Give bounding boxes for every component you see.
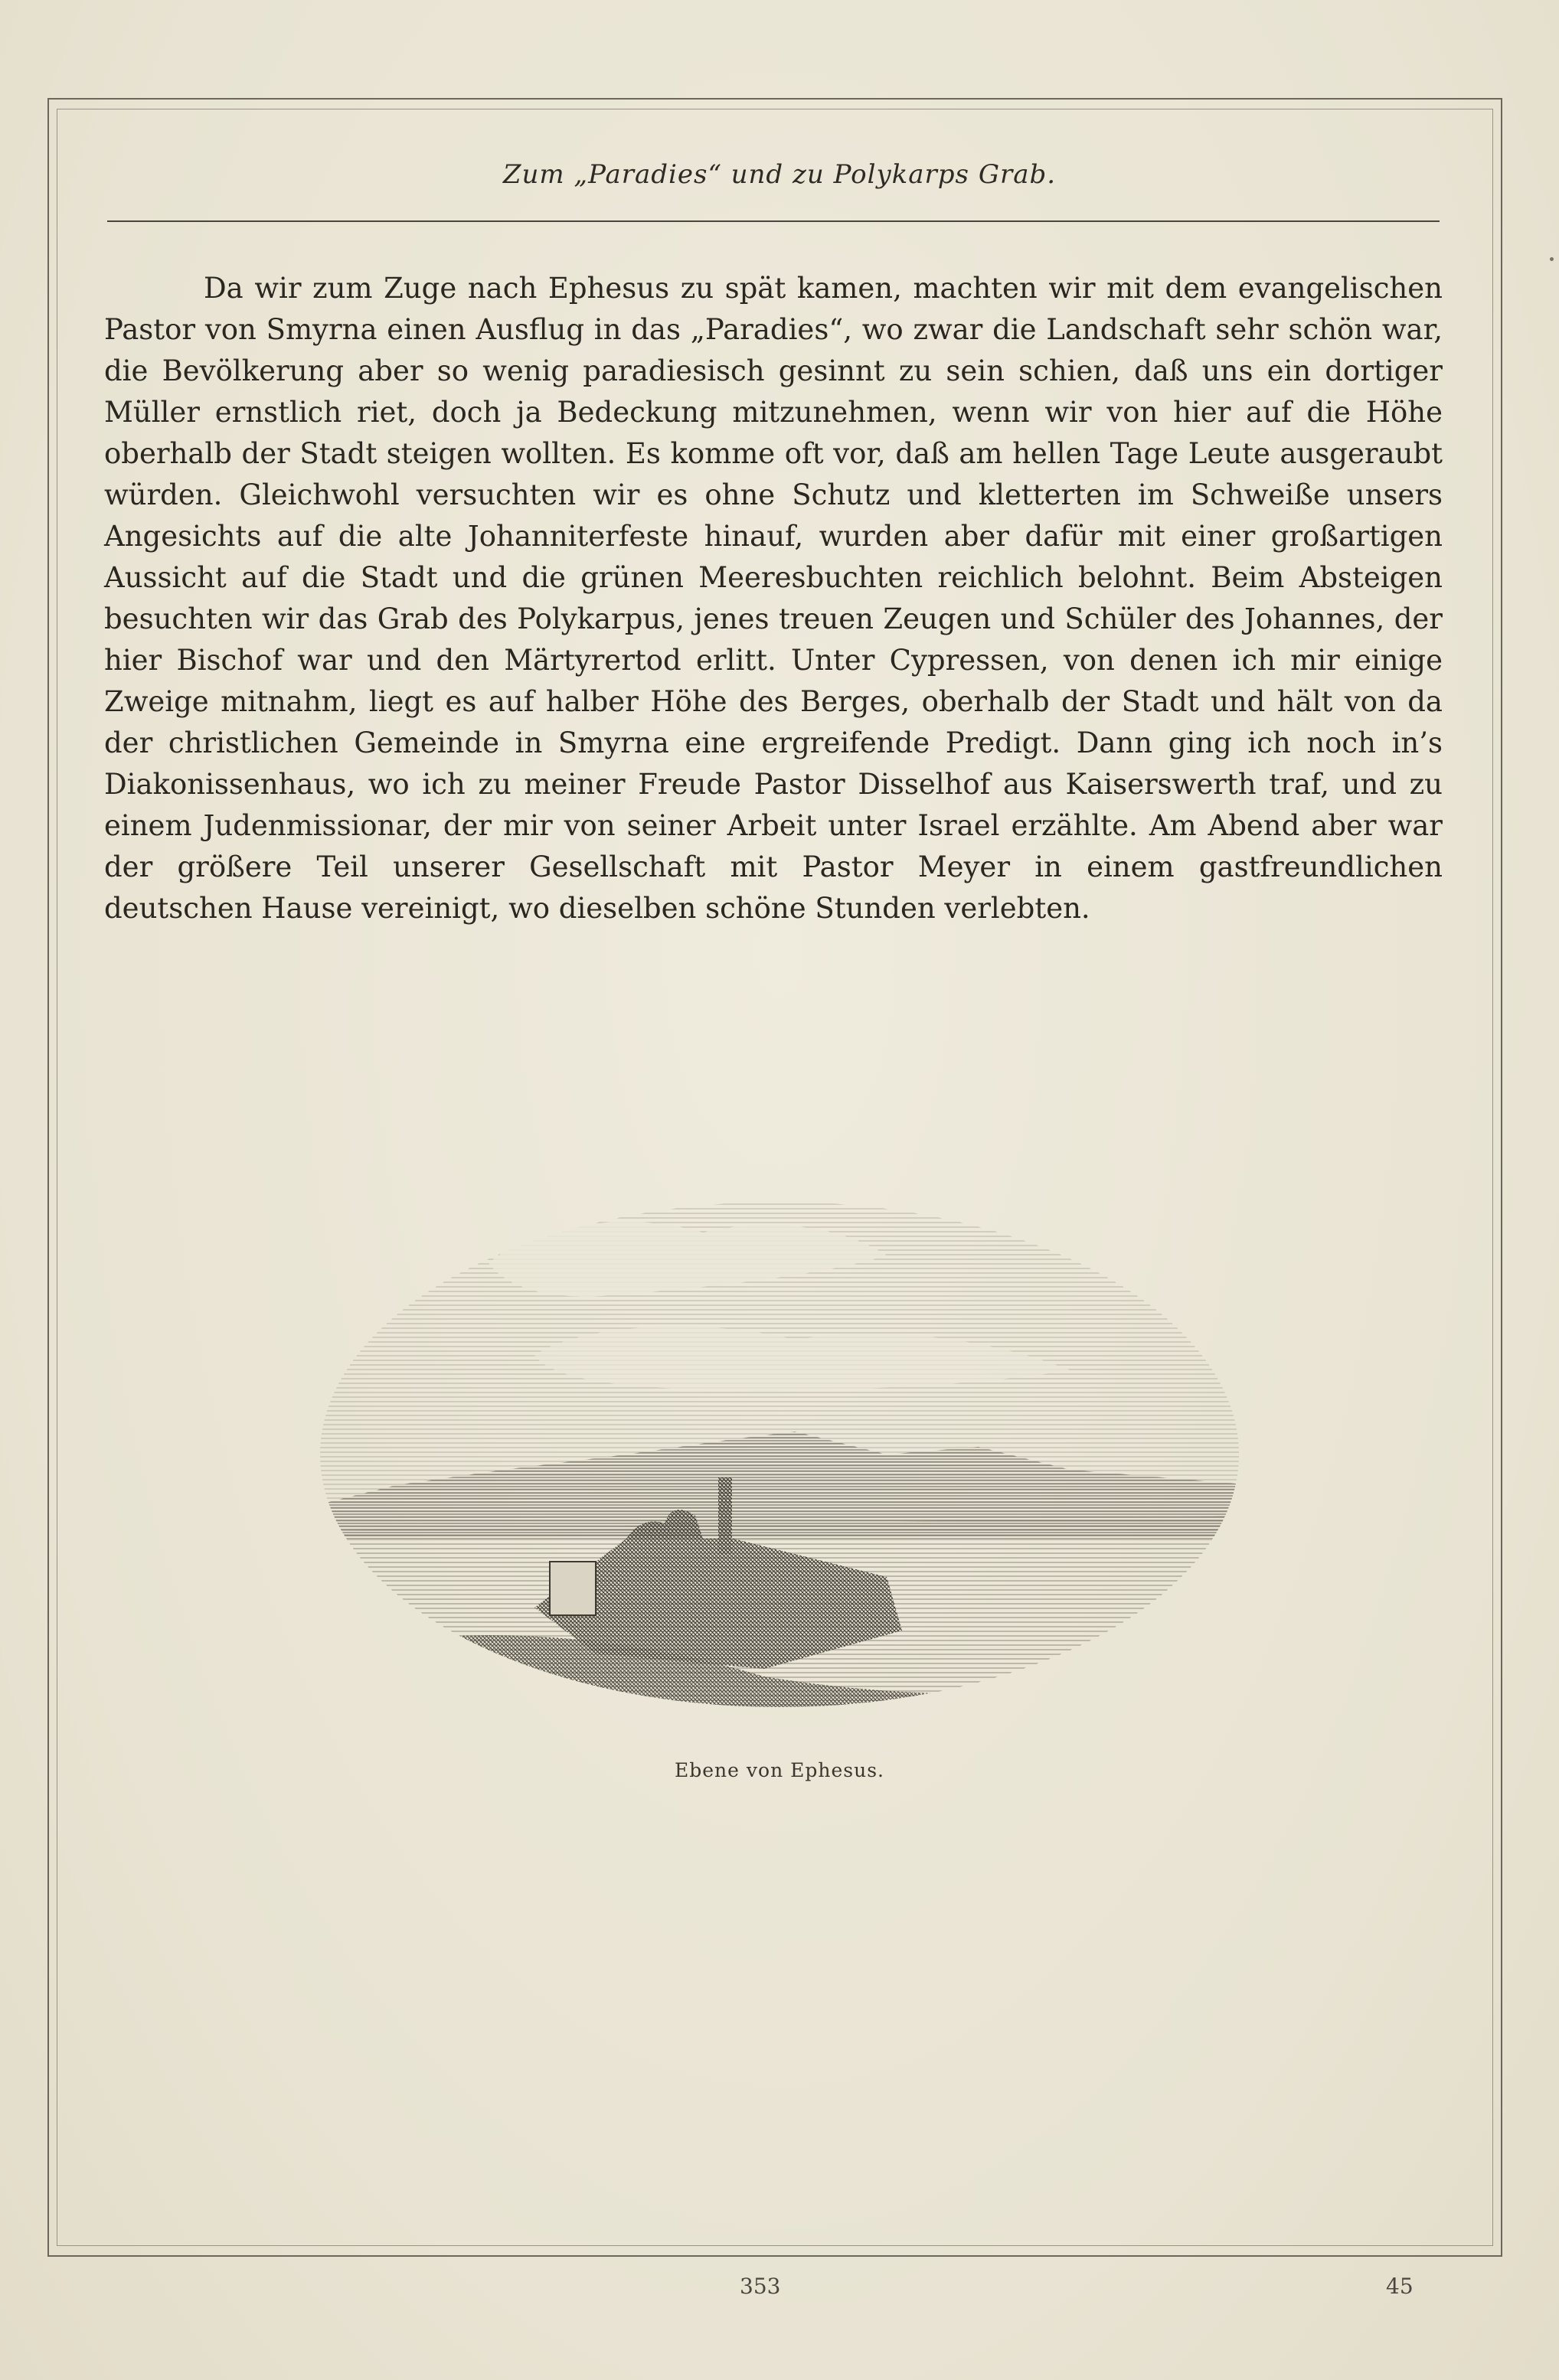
engraving-plain-of-ephesus [305,1179,1254,1715]
header-rule [107,220,1440,222]
figure-caption: Ebene von Ephesus. [675,1759,884,1781]
body-paragraph: Da wir zum Zuge nach Ephesus zu spät kamen, machten wir mit dem evangelischen Pastor von Smyrna einen Ausflug in das „Paradies“, wo zwar die Landschaft sehr schön war, die Bevölkerung aber so wenig paradiesisch gesinnt zu sein schien, daß uns ein dortiger Müller ernstlich riet, doch ja Bedeckung mitzunehmen, wenn wir von hier auf die Höhe oberhalb der Stadt steigen wollten. Es komme oft vor, daß am hellen Tage Leute ausgeraubt würden. Gleichwohl versuchten wir es ohne Schutz und kletterten im Schweiße unsers Angesichts auf die alte Johanniterfeste hinauf, wurden aber dafür mit einer großartigen Aussicht auf die Stadt und die grünen Meeresbuchten reichlich belohnt. Beim Absteigen besuchten wir das Grab des Polykarpus, jenes treuen Zeugen und Schüler des Johannes, der hier Bischof war und den Märtyrertod erlitt. Unter Cypressen, von denen ich mir einige Zweige mitnahm, liegt es auf halber Höhe des Berges, oberhalb der Stadt und hält von da der christlichen Gemeinde in Smyrna eine ergreifende Predigt. Dann ging ich noch in’s Diakonissenhaus, wo ich zu meiner Freude Pastor Disselhof aus Kaiserswerth traf, und zu einem Judenmissionar, der mir von seiner Arbeit unter Israel erzählte. Am Abend aber war der größere Teil unserer Gesellschaft mit Pastor Meyer in einem gastfreundlichen deutschen Hause vereinigt, wo dieselben schöne Stunden verlebten. [104,272,1443,925]
signature-mark: 45 [1386,2274,1414,2299]
page-number: 353 [740,2274,781,2299]
ink-speck [1550,257,1554,261]
running-header: Zum „Paradies“ und zu Polykarps Grab. [502,159,1057,190]
